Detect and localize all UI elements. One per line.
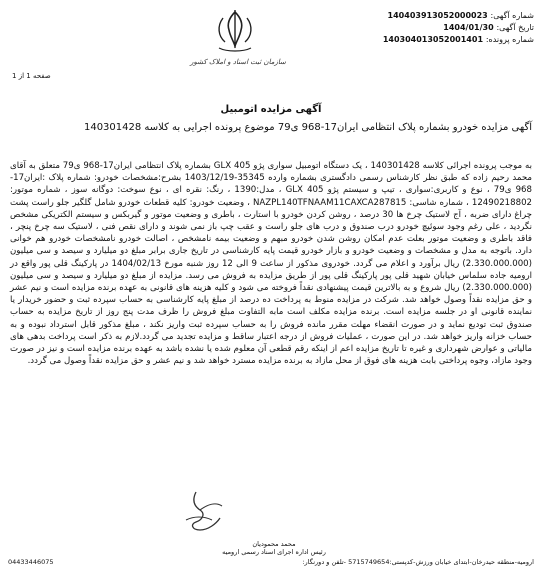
- ad-number: 140403913052000023: [387, 11, 488, 20]
- iran-emblem-icon: [205, 8, 265, 54]
- handwritten-signature: [176, 490, 236, 534]
- ad-date-label: تاریخ آگهی:: [496, 23, 534, 32]
- case-number-label: شماره پرونده:: [485, 35, 534, 44]
- ad-date: 1404/01/30: [443, 23, 494, 32]
- signer-name: محمد محمودیان: [252, 540, 296, 548]
- notice-title: آگهی مزایده اتومبیل: [220, 104, 322, 115]
- case-number-row: [284, 34, 534, 46]
- organization-name: سازمان ثبت اسناد و املاک کشور: [190, 58, 286, 66]
- page-number: صفحه 1 از 1: [12, 72, 51, 80]
- signer-role: رئیس اداره اجرای اسناد رسمی ارومیه: [222, 548, 326, 556]
- ad-number-row: [284, 10, 534, 22]
- header-meta: [284, 10, 534, 46]
- notice-body: به موجب پرونده اجرائی کلاسه 140301428 ، یک دستگاه اتومبیل سواری پژو 405 GLX بشماره پلاک انتظامی ایران17-968 ی79 متعلق به آقای محمد رحیم زاده که طبق نظر کارشناس رسمی دادگستری بشماره وارده 35345-1403/12/19 بشرح:مشخصات خودرو: شماره پلاک :ایران17-968 ی79 ، نوع و کاربری:سواری ، تیپ و سیستم پژو GLX 405 ، مدل:1390 ، رنگ: نقره ای ، نوع سوخت: دوگانه سوز ، شماره موتور: 12490218802 ، شماره شاسی: NAZPL140TFNAAM11CAXCA287815 ، وضعیت خودرو: کلیه قطعات خودرو شامل گلگیر جلو راست پشت چراغ دارای ضربه ، آج لاستیک چرخ ها 30 درصد ، روشن کردن خودرو با استارت ، باطری و وضعیت موتور و گیربکس و سیستم الکتریکی مشخص نگردید ، علی رغم وجود سوئیچ خودرو درب صندوق و درب های جلو راست و عقب چپ باز نمی شوند و دارای نقص فنی ، لاستیک سه چرخ پنچر ، فاقد باطری و وضعیت موتور بعلت عدم امکان روشن شدن خودرو مبهم و وضعیت بیمه نامشخص ، اصالت خودرو نامشخصات خودرو هم خوانی دارد. باتوجه به مدل و مشخصات و وضعیت خودرو و بازار خودرو قیمت پایه کارشناسی در تاریخ جاری برابر مبلغ دو میلیارد و سیصد و سی میلیون (2.330.000.000) ریال برآورد و اعلام می گردد. خودروی مذکور از ساعت 9 الی 12 روز شنبه مورخ 1404/02/13 در پارکینگ قلی پور واقع در ارومیه جاده سلماس خیابان شهید قلی پور پارکینگ قلی پور از طریق مزایده به فروش می رسد. مزایده از مبلغ دو میلیارد و سیصد و سی میلیون (2.330.000.000) ریال شروع و به بالاترین قیمت پیشنهادی نقداً فروخته می شود و کلیه هزینه های قانونی به عهده برنده مزایده است و نیم عشر و حق مزایده نقداً وصول خواهد شد. شرکت در مزایده منوط به پرداخت ده درصد از مبلغ پایه کارشناسی به حساب سپرده ثبت و حضور خریدار یا نماینده قانونی او در جلسه مزایده است. برنده مزایده مکلف است مابه التفاوت مبلغ فروش را ظرف مدت پنج روز از تاریخ مزایده به حساب صندوق ثبت تودیع نماید و در صورت انقضاء مهلت مقرر مانده فروش را به حساب سپرده ثبت واریز نکند ، مبلغ مذکور قابل استرداد نبوده و به حساب خزانه واریز خواهد شد. در این صورت ، عملیات فروش از درجه اعتبار ساقط و مزایده تجدید می گردد.لازم به ذکر است پرداخت بدهی های مالیاتی و عوارض شهرداری و غیره تا تاریخ مزایده اعم از اینکه رقم قطعی آن معلوم شده یا نشده باشد به عهده برنده مزایده است و نیز در صورت وجود مازاد، وجوه پرداختی بابت هزینه های فوق از محل مازاد به برنده مزایده مسترد خواهد شد و نیم عشر و حق مزایده نقداً وصول می گردد.: [10, 161, 533, 367]
- case-number: 140304013052001401: [382, 35, 484, 44]
- ad-date-row: [284, 22, 534, 34]
- signer-block: [204, 540, 344, 556]
- notice-subtitle: آگهی مزایده خودرو بشماره پلاک انتظامی ایران17-968 ی79 موضوع پرونده اجرایی به کلاسه 140301428: [83, 122, 532, 133]
- footer-address: ارومیه-منطقه حیدرخان-ابتدای خیابان ورزش-کدپستی:5715749654 -تلفن و دورنگار:: [302, 558, 534, 566]
- footer: [0, 558, 542, 566]
- footer-phone: 04433446075: [8, 558, 54, 566]
- ad-number-label: شماره آگهی:: [490, 11, 534, 20]
